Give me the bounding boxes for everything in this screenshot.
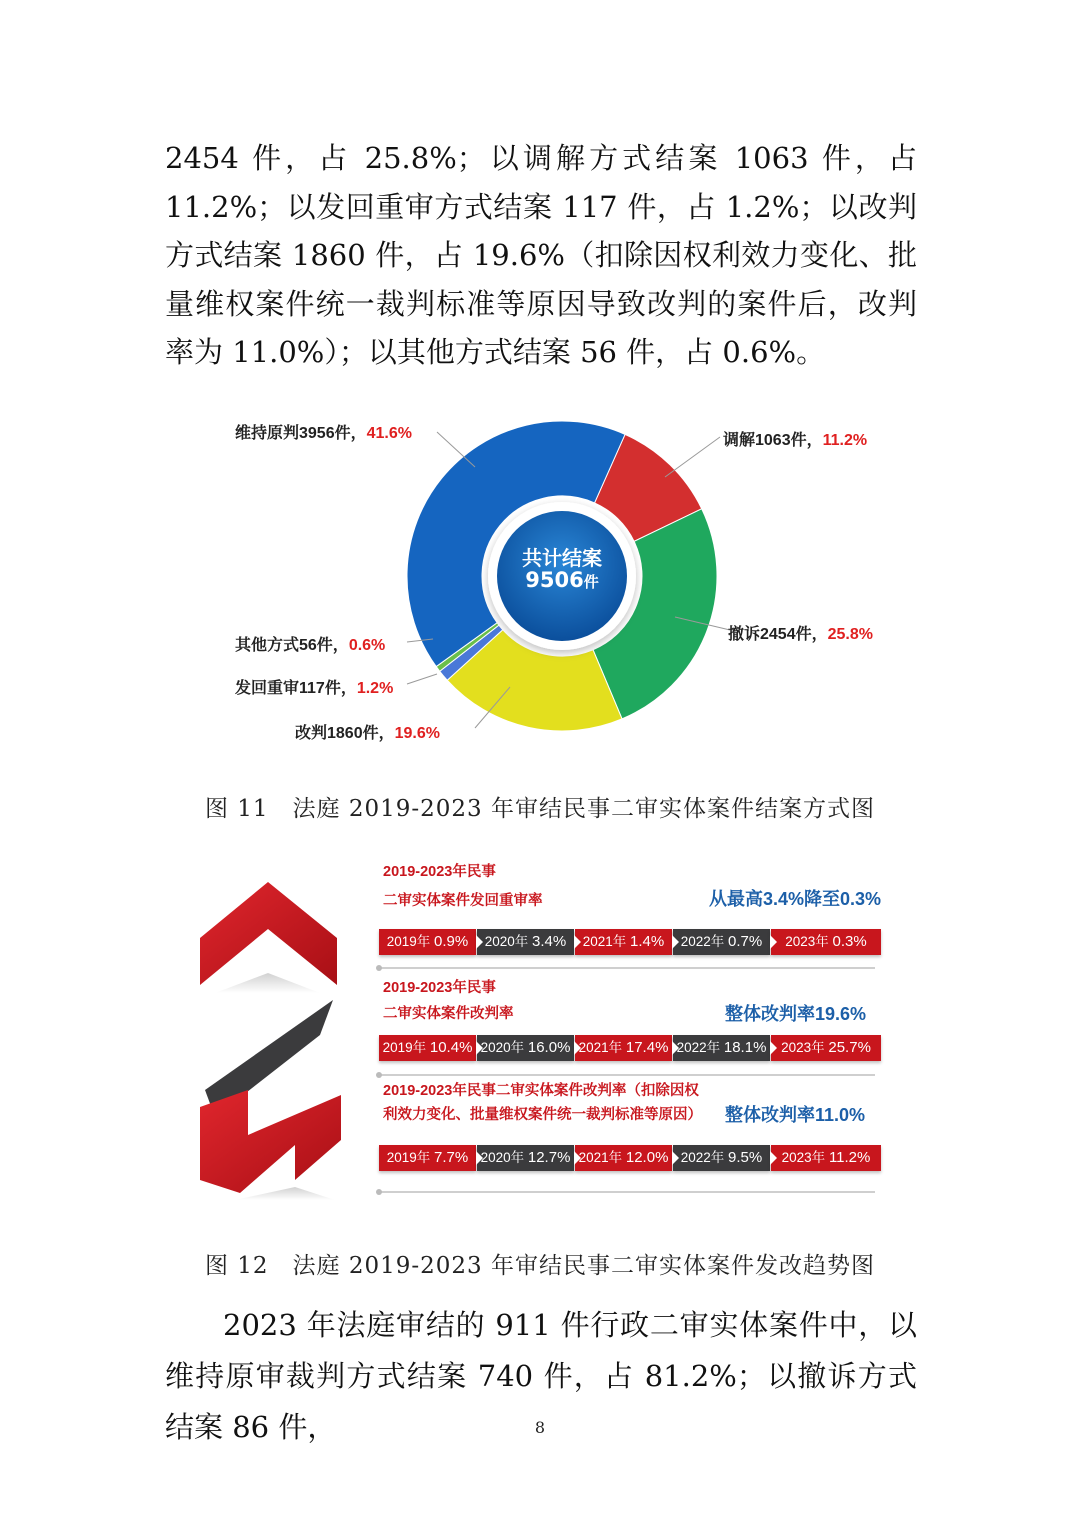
paragraph-top: 2454 件，占 25.8%；以调解方式结案 1063 件，占 11.2%；以发回重审方式结案 117 件，占 1.2%；以改判方式结案 1860 件，占 19.6%（扣除因权利效力变化、批量维权案件统一裁判标准等原因导致改判的案件后，改判率为 11.0%）；以其他方式结案 56 件，占 0.6%。 [165, 141, 917, 369]
trend-arrow-graphic [195, 855, 355, 1215]
trend-figure [195, 855, 895, 1215]
chevron-right-icon [770, 1151, 777, 1165]
chevron-up-shape [200, 882, 337, 985]
chevron-right-icon [672, 1151, 679, 1165]
row1-chips [379, 929, 879, 955]
donut-center-number: 9506 [525, 568, 584, 592]
trend-chip-2-4 [673, 1035, 770, 1061]
trend-chip-1-2 [477, 929, 574, 955]
chip-year: 2020年 [484, 934, 533, 949]
label-gaipan: 改判1860件，19.6% [295, 725, 440, 742]
chip-value: 25.7% [828, 1039, 871, 1056]
chip-value: 1.4% [630, 933, 665, 950]
row2-headline: 整体改判率19.6% [725, 1004, 867, 1024]
label-weichi: 维持原判3956件，41.6% [235, 425, 412, 442]
row3-chips [379, 1145, 879, 1171]
chip-year: 2023年 [781, 1150, 829, 1165]
chevron-right-icon [672, 935, 679, 949]
chevron-right-icon [574, 935, 581, 949]
chip-year: 2020年 [480, 1150, 528, 1165]
chip-value: 16.0% [527, 1039, 571, 1056]
chip-year: 2020年 [480, 1040, 528, 1055]
chip-year: 2019年 [382, 1040, 430, 1055]
trend-chip-3-4 [673, 1145, 770, 1171]
chip-value: 12.0% [625, 1149, 669, 1166]
chip-value: 12.7% [527, 1149, 571, 1166]
chevron-right-icon [574, 1041, 581, 1055]
trend-chip-3-1 [379, 1145, 476, 1171]
chevron-right-icon [476, 935, 483, 949]
trend-chip-2-2 [477, 1035, 574, 1061]
chip-year: 2022年 [680, 934, 729, 949]
chip-year: 2021年 [578, 1150, 626, 1165]
chip-year: 2023年 [781, 1040, 829, 1055]
trend-chip-2-3 [575, 1035, 672, 1061]
chip-value: 11.2% [828, 1149, 871, 1166]
chip-value: 10.4% [429, 1039, 473, 1056]
chevron-right-icon [770, 935, 777, 949]
row3-headline: 整体改判率11.0% [725, 1105, 866, 1125]
leader-line-weichi [437, 432, 475, 467]
donut-center-unit: 件 [583, 573, 599, 591]
trend-chip-3-5 [771, 1145, 881, 1171]
trend-chip-1-4 [673, 929, 770, 955]
chip-year: 2022年 [676, 1040, 724, 1055]
label-chesu: 撤诉2454件，25.8% [728, 626, 873, 643]
chevron-right-icon [770, 1041, 777, 1055]
page-number: 8 [534, 1418, 546, 1437]
chip-value: 3.4% [532, 933, 567, 950]
row1-title-line1: 2019-2023年民事 [383, 864, 496, 880]
zigzag-shape [200, 1090, 341, 1193]
trend-chip-3-3 [575, 1145, 672, 1171]
chip-value: 0.3% [832, 933, 867, 950]
label-qita: 其他方式56件，0.6% [235, 637, 386, 654]
chip-value: 0.7% [728, 933, 763, 950]
donut-center-total [482, 568, 642, 592]
leader-line-tiaojie [665, 437, 720, 477]
figure12-caption: 图 12 法庭 2019-2023 年审结民事二审实体案件发改趋势图 [204, 1253, 876, 1279]
chevron-right-icon [476, 1151, 483, 1165]
chip-year: 2019年 [386, 1150, 435, 1165]
leader-line-fahui [407, 674, 437, 684]
trend-chip-1-3 [575, 929, 672, 955]
row2-title-line2: 二审实体案件改判率 [383, 1006, 514, 1022]
chip-year: 2022年 [680, 1150, 729, 1165]
trend-chip-2-5 [771, 1035, 881, 1061]
chip-year: 2021年 [578, 1040, 626, 1055]
row3-title-line1: 2019-2023年民事二审实体案件改判率（扣除因权 [383, 1083, 699, 1099]
chip-value: 18.1% [723, 1039, 767, 1056]
chip-value: 7.7% [434, 1149, 469, 1166]
chip-year: 2019年 [386, 934, 435, 949]
chevron-right-icon [476, 1041, 483, 1055]
row1-headline: 从最高3.4%降至0.3% [709, 889, 882, 909]
trend-chip-1-1 [379, 929, 476, 955]
chip-value: 17.4% [625, 1039, 669, 1056]
chip-year: 2023年 [785, 934, 833, 949]
chevron-shadow [215, 973, 320, 993]
label-fahui: 发回重审117件，1.2% [235, 680, 394, 697]
row2-chips [379, 1035, 879, 1061]
donut-center-title: 共计结案 [522, 546, 602, 570]
paragraph-bottom: 2023 年法庭审结的 911 件行政二审实体案件中，以维持原审裁判方式结案 740 件，占 81.2%；以撤诉方式结案 86 件， [165, 1308, 917, 1444]
figure11-caption: 图 11 法庭 2019-2023 年审结民事二审实体案件结案方式图 [204, 796, 876, 822]
zigzag-shadow [235, 1187, 335, 1200]
row3-title-line2: 利效力变化、批量维权案件统一裁判标准等原因） [383, 1107, 702, 1123]
chip-value: 9.5% [728, 1149, 763, 1166]
donut-chart-figure [175, 392, 910, 762]
row1-axis [379, 967, 875, 969]
row1-title-line2: 二审实体案件发回重审率 [383, 893, 543, 909]
chevron-right-icon [574, 1151, 581, 1165]
chevron-right-icon [672, 1041, 679, 1055]
trend-chip-3-2 [477, 1145, 574, 1171]
label-tiaojie: 调解1063件，11.2% [723, 432, 868, 449]
row2-title-line1: 2019-2023年民事 [383, 980, 496, 996]
row2-axis [379, 1074, 875, 1076]
chip-value: 0.9% [434, 933, 469, 950]
row3-axis [379, 1191, 875, 1193]
trend-chip-1-5 [771, 929, 881, 955]
chip-year: 2021年 [582, 934, 631, 949]
trend-chip-2-1 [379, 1035, 476, 1061]
